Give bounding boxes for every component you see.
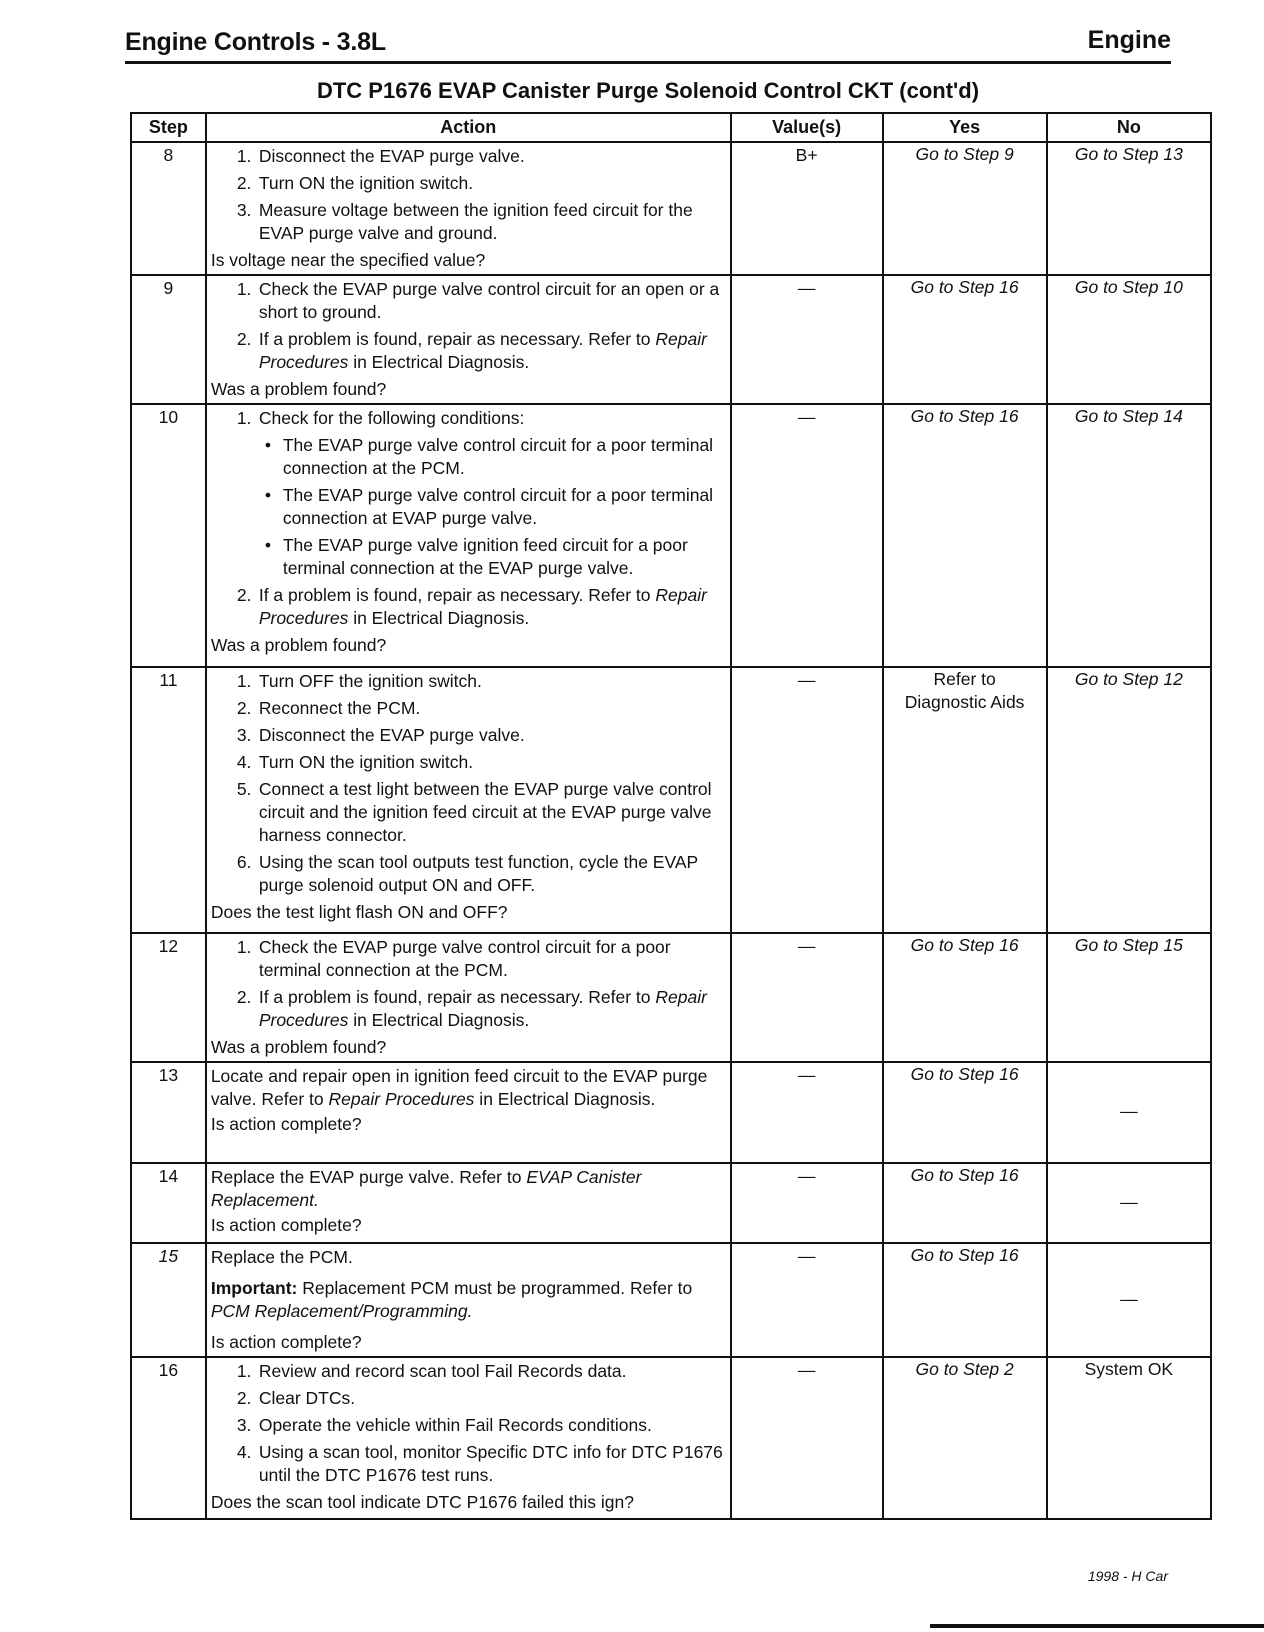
no-cell: — [1047, 1163, 1211, 1243]
list-item: 3. Measure voltage between the ignition feed circuit for the EVAP purge valve and ground. [236, 200, 693, 243]
step-number: 10 [131, 404, 206, 667]
question: Is action complete? [210, 1114, 362, 1134]
question: Is action complete? [210, 1215, 362, 1235]
question: Does the scan tool indicate DTC P1676 failed this ign? [210, 1492, 634, 1512]
list-item: 3. Disconnect the EVAP purge valve. [236, 725, 525, 745]
action-cell [206, 1243, 731, 1357]
action-cell [206, 142, 731, 275]
value-cell: — [731, 404, 883, 667]
step-number: 12 [131, 933, 206, 1062]
step-number: 13 [131, 1062, 206, 1163]
action-text: Replace the EVAP purge valve. Refer to EVAP Canister Replacement. [210, 1167, 642, 1210]
table-row [131, 1243, 1211, 1357]
header-title: Engine Controls - 3.8L [125, 28, 386, 56]
list-item: 2. If a problem is found, repair as necessary. Refer to Repair Procedures in Electrical Diagnosis. [236, 585, 707, 628]
value-cell: — [731, 1357, 883, 1519]
action-cell [206, 1357, 731, 1519]
bullet-item: • The EVAP purge valve control circuit for a poor terminal connection at EVAP purge valve. [264, 485, 714, 528]
step-number: 14 [131, 1163, 206, 1243]
question: Is voltage near the specified value? [210, 250, 486, 270]
list-item: 5. Connect a test light between the EVAP purge valve control circuit and the ignition feed circuit at the EVAP purge valve harness connector. [236, 779, 712, 845]
value-cell: — [731, 1243, 883, 1357]
action-text: Replace the PCM. [210, 1247, 353, 1267]
list-item: 2. If a problem is found, repair as necessary. Refer to Repair Procedures in Electrical Diagnosis. [236, 987, 707, 1030]
step-number: 9 [131, 275, 206, 404]
bullet-item: • The EVAP purge valve control circuit for a poor terminal connection at the PCM. [264, 435, 714, 478]
value-cell: B+ [731, 142, 883, 275]
diagnostic-table [130, 112, 1212, 1520]
list-item: 1. Check for the following conditions: • The EVAP purge valve control circuit for a poor terminal connection at the PCM. • The EVAP purge valve control circuit for a poor terminal connection at EVAP purge valve. • The EVAP purge valve ignition feed circuit for a poor terminal connection at the EVAP purge valve. [237, 407, 726, 580]
important-note: Important: Replacement PCM must be programmed. Refer to PCM Replacement/Programming. [210, 1278, 693, 1321]
yes-cell: Go to Step 16 [883, 275, 1047, 404]
yes-cell: Go to Step 16 [883, 1243, 1047, 1357]
yes-cell: Go to Step 16 [883, 404, 1047, 667]
list-item: 2. Turn ON the ignition switch. [236, 173, 474, 193]
no-cell: System OK [1047, 1357, 1211, 1519]
no-cell: Go to Step 13 [1047, 142, 1211, 275]
list-item: 6. Using the scan tool outputs test function, cycle the EVAP purge solenoid output ON and OFF. [236, 852, 698, 895]
table-header-row [131, 113, 1211, 142]
table-row [131, 1357, 1211, 1519]
no-cell: Go to Step 10 [1047, 275, 1211, 404]
list-item: 4. Turn ON the ignition switch. [236, 752, 474, 772]
list-item: 4. Using a scan tool, monitor Specific DTC info for DTC P1676 until the DTC P1676 test runs. [236, 1442, 723, 1485]
value-cell: — [731, 933, 883, 1062]
list-item: 2. Reconnect the PCM. [236, 698, 421, 718]
value-cell: — [731, 1062, 883, 1163]
action-cell [206, 933, 731, 1062]
header-section: Engine [1087, 26, 1171, 54]
action-cell [206, 667, 731, 933]
table-row [131, 1062, 1211, 1163]
value-cell: — [731, 1163, 883, 1243]
yes-cell: Go to Step 16 [883, 933, 1047, 1062]
value-cell: — [731, 275, 883, 404]
col-no-header: No [1047, 113, 1211, 142]
bullet-item: • The EVAP purge valve ignition feed circuit for a poor terminal connection at the EVAP purge valve. [264, 535, 688, 578]
col-values-header: Value(s) [731, 113, 883, 142]
list-item: 1. Check the EVAP purge valve control circuit for an open or a short to ground. [236, 279, 720, 322]
header-rule [125, 61, 1171, 64]
question: Does the test light flash ON and OFF? [210, 902, 508, 922]
action-text: Locate and repair open in ignition feed circuit to the EVAP purge valve. Refer to Repair Procedures in Electrical Diagnosis. [210, 1066, 708, 1109]
no-cell: Go to Step 14 [1047, 404, 1211, 667]
step-number: 11 [131, 667, 206, 933]
question: Was a problem found? [210, 635, 387, 655]
col-step-header: Step [131, 113, 206, 142]
question: Was a problem found? [210, 379, 387, 399]
yes-cell: Go to Step 16 [883, 1163, 1047, 1243]
table-row [131, 1163, 1211, 1243]
yes-cell: Go to Step 16 [883, 1062, 1047, 1163]
value-cell: — [731, 667, 883, 933]
col-yes-header: Yes [883, 113, 1047, 142]
action-cell [206, 1163, 731, 1243]
list-item: 1. Disconnect the EVAP purge valve. [236, 146, 525, 166]
yes-cell: Refer to Diagnostic Aids [883, 667, 1047, 933]
list-item: 1. Turn OFF the ignition switch. [236, 671, 482, 691]
action-cell [206, 1062, 731, 1163]
table-row [131, 667, 1211, 933]
list-item: 1. Check the EVAP purge valve control circuit for a poor terminal connection at the PCM. [236, 937, 671, 980]
col-action-header: Action [206, 113, 731, 142]
yes-cell: Go to Step 2 [883, 1357, 1047, 1519]
yes-cell: Go to Step 9 [883, 142, 1047, 275]
list-item: 3. Operate the vehicle within Fail Records conditions. [236, 1415, 652, 1435]
step-number: 8 [131, 142, 206, 275]
question: Was a problem found? [210, 1037, 387, 1057]
step-number: 16 [131, 1357, 206, 1519]
no-cell: — [1047, 1243, 1211, 1357]
no-cell: Go to Step 15 [1047, 933, 1211, 1062]
step-number: 15 [131, 1243, 206, 1357]
table-row [131, 404, 1211, 667]
page-footer: 1998 - H Car [1087, 1568, 1168, 1584]
table-row [131, 933, 1211, 1062]
page-title: DTC P1676 EVAP Canister Purge Solenoid Control CKT (cont'd) [316, 78, 980, 103]
list-item: 2. If a problem is found, repair as necessary. Refer to Repair Procedures in Electrical Diagnosis. [236, 329, 707, 372]
action-cell [206, 275, 731, 404]
table-row [131, 275, 1211, 404]
no-cell: Go to Step 12 [1047, 667, 1211, 933]
question: Is action complete? [210, 1332, 362, 1352]
list-item: 2. Clear DTCs. [236, 1388, 356, 1408]
footer-rule [930, 1624, 1264, 1628]
list-item: 1. Review and record scan tool Fail Records data. [236, 1361, 627, 1381]
table-row [131, 142, 1211, 275]
action-cell [206, 404, 731, 667]
no-cell: — [1047, 1062, 1211, 1163]
